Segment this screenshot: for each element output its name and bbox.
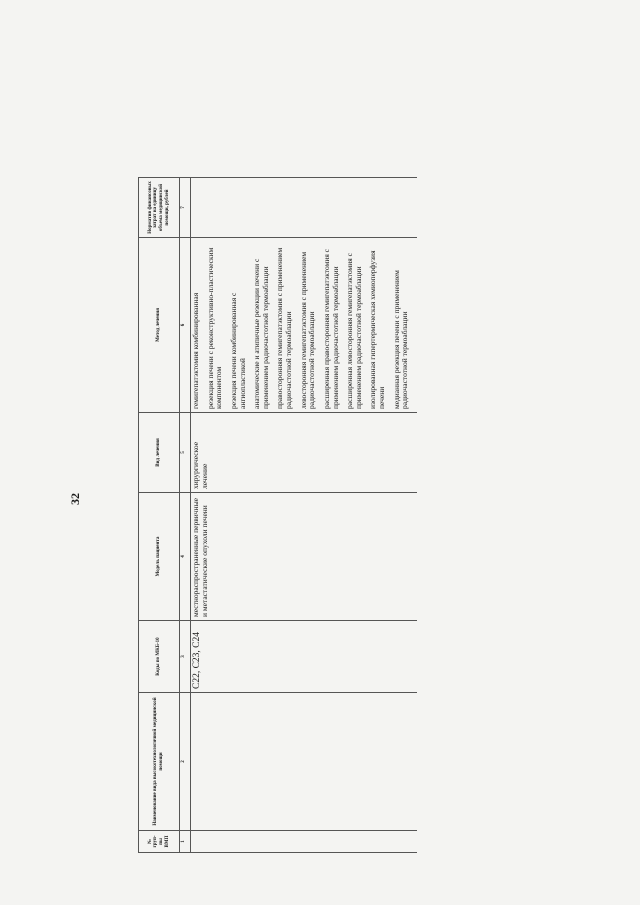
cell-name [191,693,417,831]
method-item: резекция печени комбинированная с ангиопластикой [228,292,247,409]
column-number: 4 [180,493,191,621]
header-group: № груп-пы ВМП [139,831,180,853]
header-model: Модель пациента [139,493,180,621]
vmp-table [138,177,417,853]
column-number: 5 [180,413,191,493]
method-item: изолированная гипертермическая хемиоперфузия печени [368,250,386,409]
rotated-table-area [138,178,538,853]
header-icd: Коды по МКБ-10 [139,621,180,693]
method-item: анатомические и атипичные резекции печени с применением радиочастотной термоаблации [252,258,270,409]
method-item: резекция печени с реконструктивно-пластическим компонентом [205,247,224,409]
cell-model: местнораспространенные первичные и метастатические опухоли печени [191,493,417,621]
column-number: 6 [180,238,191,413]
cell-cost [191,178,417,238]
method-item: правосторонняя гемигепатэктомия с применением радиочастотной термоаблации [275,247,293,409]
method-item: расширенная правосторонняя гемигепатэктомия с применением радиочастотной термоаблации [321,249,340,409]
method-item: расширенная левосторонняя гемигепатэктомия с применением радиочастотной термоаблации [345,253,363,409]
method-item: гемигепатэктомия комбинированная [191,292,200,409]
header-cost: Норматив финансовых затрат на единицу объема медицинской помощи, рублей [139,178,180,238]
header-name: Наименование вида высокотехнологичной медицинской помощи [139,693,180,831]
header-row [139,178,180,853]
method-item: медианная резекция печени с применением радиочастотной термоаблации [391,270,410,409]
column-number: 2 [180,693,191,831]
table-row [191,178,417,853]
cell-icd: C22, C23, C24 [191,621,417,693]
cell-group [191,831,417,853]
page-number: 32 [68,493,82,505]
cell-methods [191,238,417,413]
column-number: 1 [180,831,191,853]
method-item: левосторонняя гемигепатэктомия с применением радиочастотной термоаблации [298,251,317,409]
column-number: 7 [180,178,191,238]
cell-treatment-type: хирургическое лечение [191,413,417,493]
header-treatment-type: Вид лечения [139,413,180,493]
header-method: Метод лечения [139,238,180,413]
column-number: 3 [180,621,191,693]
column-number-row [180,178,191,853]
